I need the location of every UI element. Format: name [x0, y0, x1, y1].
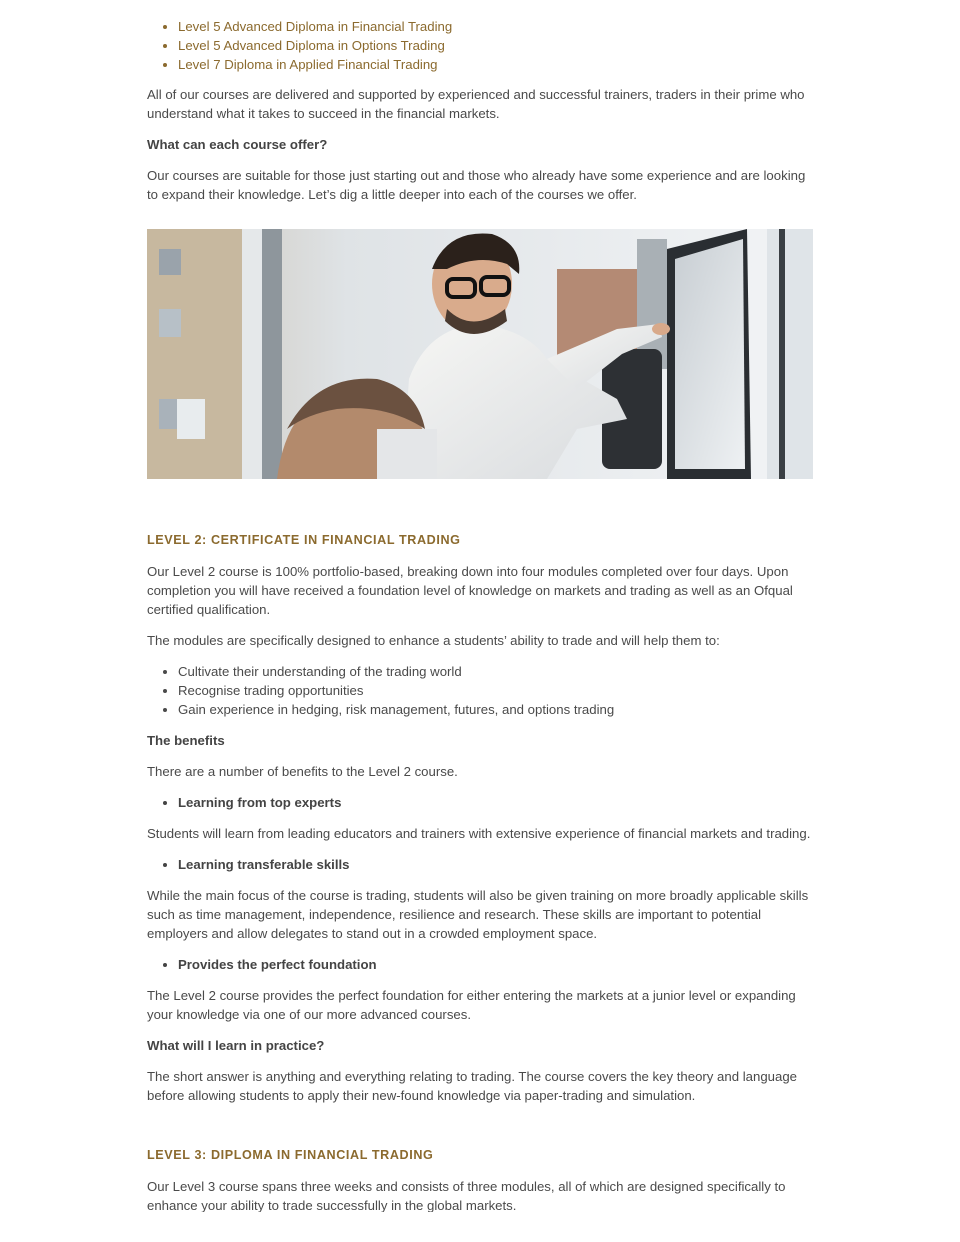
level2-modules-intro: The modules are specifically designed to enhance a students’ ability to trade and will help them to: — [147, 633, 720, 648]
list-item — [178, 36, 813, 55]
benefit-title: • Learning transferable skills — [178, 855, 813, 874]
benefit-text: The Level 2 course provides the perfect foundation for either entering the markets at a junior level or expanding your knowledge via one of our more advanced courses. — [147, 988, 796, 1022]
list-item: • Recognise trading opportunities — [178, 681, 813, 700]
course-link[interactable]: Level 7 Diploma in Applied Financial Trading — [178, 57, 438, 72]
course-link-list — [147, 17, 813, 74]
list-item: • Cultivate their understanding of the trading world — [178, 662, 813, 681]
benefit-1-list — [147, 793, 813, 812]
list-item — [178, 17, 813, 36]
benefit-3-list — [147, 955, 813, 974]
intro-paragraph: All of our courses are delivered and supported by experienced and successful trainers, traders in their prime who understand what it takes to succeed in the financial markets. — [147, 87, 805, 121]
benefits-heading: The benefits — [147, 733, 225, 748]
course-link[interactable]: Level 5 Advanced Diploma in Financial Trading — [178, 19, 453, 34]
benefits-intro: There are a number of benefits to the Level 2 course. — [147, 764, 458, 779]
offer-paragraph: Our courses are suitable for those just starting out and those who already have some experience and are looking to expand their knowledge. Let’s dig a little deeper into each of the courses we offer. — [147, 168, 806, 202]
benefit-text: While the main focus of the course is trading, students will also be given training on more broadly applicable skills such as time management, independence, resilience and research. These skills are important to potential employers and allow delegates to stand out in a crowded employment space. — [147, 888, 809, 941]
hero-photo-illustration — [147, 229, 813, 479]
level3-paragraph: Our Level 3 course spans three weeks and consists of three modules, all of which are designed specifically to enhance your ability to trade successfully in the global markets. — [147, 1179, 786, 1212]
benefit-2-list — [147, 855, 813, 874]
level2-heading: LEVEL 2: CERTIFICATE IN FINANCIAL TRADING — [147, 533, 461, 547]
benefit-title: • Provides the perfect foundation — [178, 955, 813, 974]
hero-image — [147, 229, 813, 479]
offer-heading: What can each course offer? — [147, 137, 328, 152]
course-link[interactable]: Level 5 Advanced Diploma in Options Trading — [178, 38, 445, 53]
level2-paragraph: Our Level 2 course is 100% portfolio-based, breaking down into four modules completed over four days. Upon completion you will have received a foundation level of knowledge on markets and trading as well as an Ofqual certified qualification. — [147, 564, 793, 617]
list-item — [178, 55, 813, 74]
practice-heading: What will I learn in practice? — [147, 1038, 325, 1053]
list-item: • Gain experience in hedging, risk management, futures, and options trading — [178, 700, 813, 719]
level2-modules-list — [147, 662, 813, 719]
article-content — [147, 0, 813, 1212]
benefit-title: • Learning from top experts — [178, 793, 813, 812]
level3-heading: LEVEL 3: DIPLOMA IN FINANCIAL TRADING — [147, 1148, 434, 1162]
benefit-text: Students will learn from leading educators and trainers with extensive experience of financial markets and trading. — [147, 826, 811, 841]
practice-paragraph: The short answer is anything and everything relating to trading. The course covers the key theory and language before allowing students to apply their new-found knowledge via paper-trading and simulation. — [147, 1069, 797, 1103]
